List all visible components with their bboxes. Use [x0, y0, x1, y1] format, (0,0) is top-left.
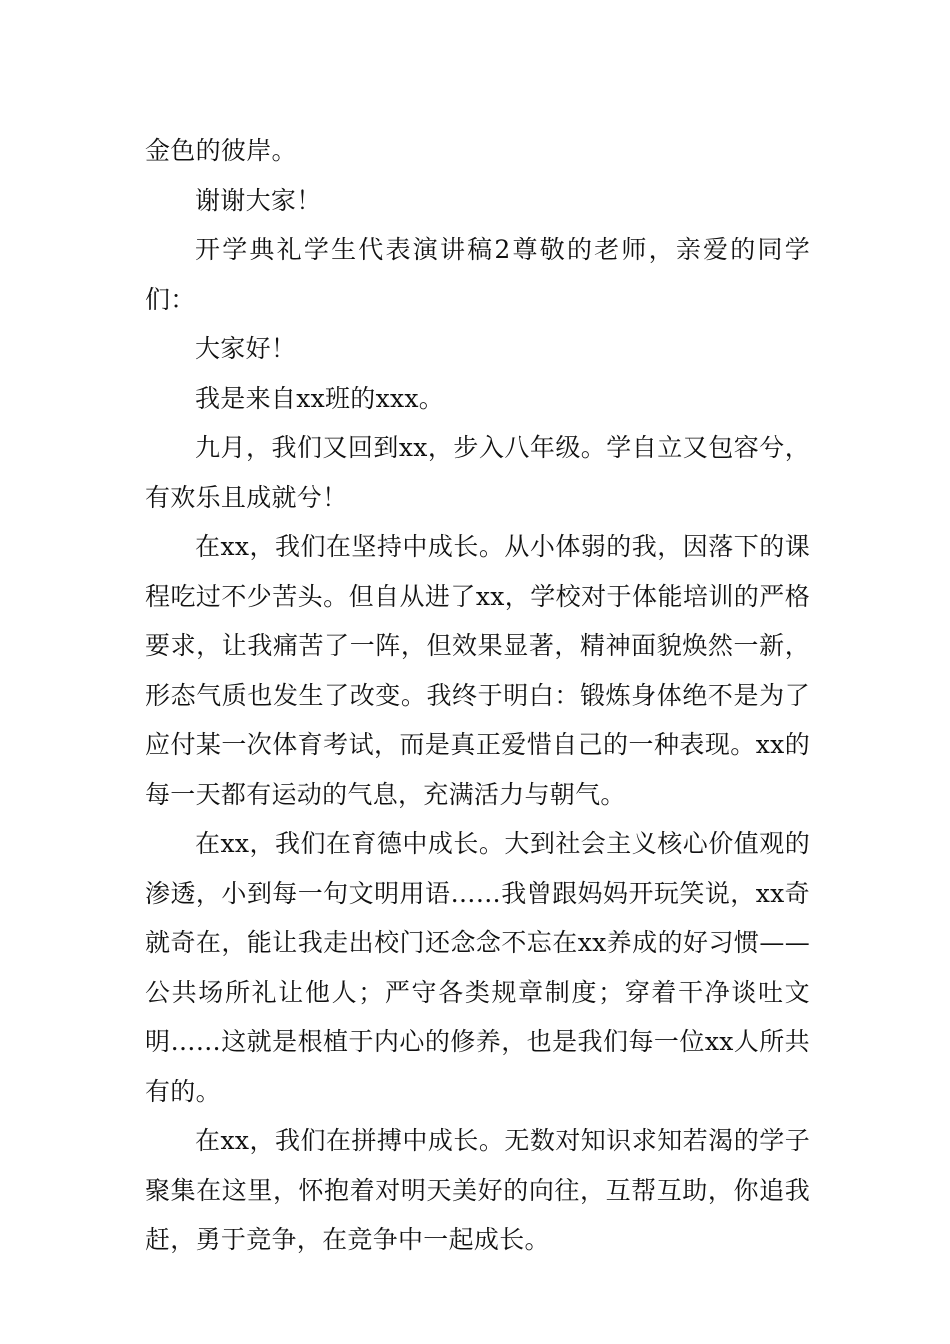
paragraph-greeting: 大家好！ [195, 334, 297, 363]
paragraph-persistence: 在xx，我们在坚持中成长。从小体弱的我，因落下的课程吃过不少苦头。但自从进了xx，学校对于体能培训的严格要求，让我痛苦了一阵，但效果显著，精神面貌焕然一新，形态气质也发生了改变。我终于明白：锻炼身体绝不是为了应付某一次体育考试，而是真正爱惜自己的一种表现。xx的每一天都有运动的气息，充满活力与朝气。 [145, 532, 810, 809]
paragraph-september: 九月，我们又回到xx，步入八年级。学自立又包容兮，有欢乐且成就兮！ [145, 433, 810, 512]
document-page [145, 126, 810, 1265]
paragraph-morality: 在xx，我们在育德中成长。大到社会主义核心价值观的渗透，小到每一句文明用语……我曾跟妈妈开玩笑说，xx奇就奇在，能让我走出校门还念念不忘在xx养成的好习惯——公共场所礼让他人；严守各类规章制度；穿着干净谈吐文明……这就是根植于内心的修养，也是我们每一位xx人所共有的。 [145, 829, 810, 1106]
paragraph-thanks: 谢谢大家！ [195, 185, 322, 215]
paragraph-striving: 在xx，我们在拼搏中成长。无数对知识求知若渴的学子聚集在这里，怀抱着对明天美好的向往，互帮互助，你追我赶，勇于竞争，在竞争中一起成长。 [145, 1126, 810, 1254]
paragraph-speech-title: 开学典礼学生代表演讲稿2尊敬的老师，亲爱的同学们： [145, 235, 810, 314]
paragraph-continuation: 金色的彼岸。 [145, 136, 297, 165]
paragraph-self-intro: 我是来自xx班的xxx。 [195, 383, 445, 413]
